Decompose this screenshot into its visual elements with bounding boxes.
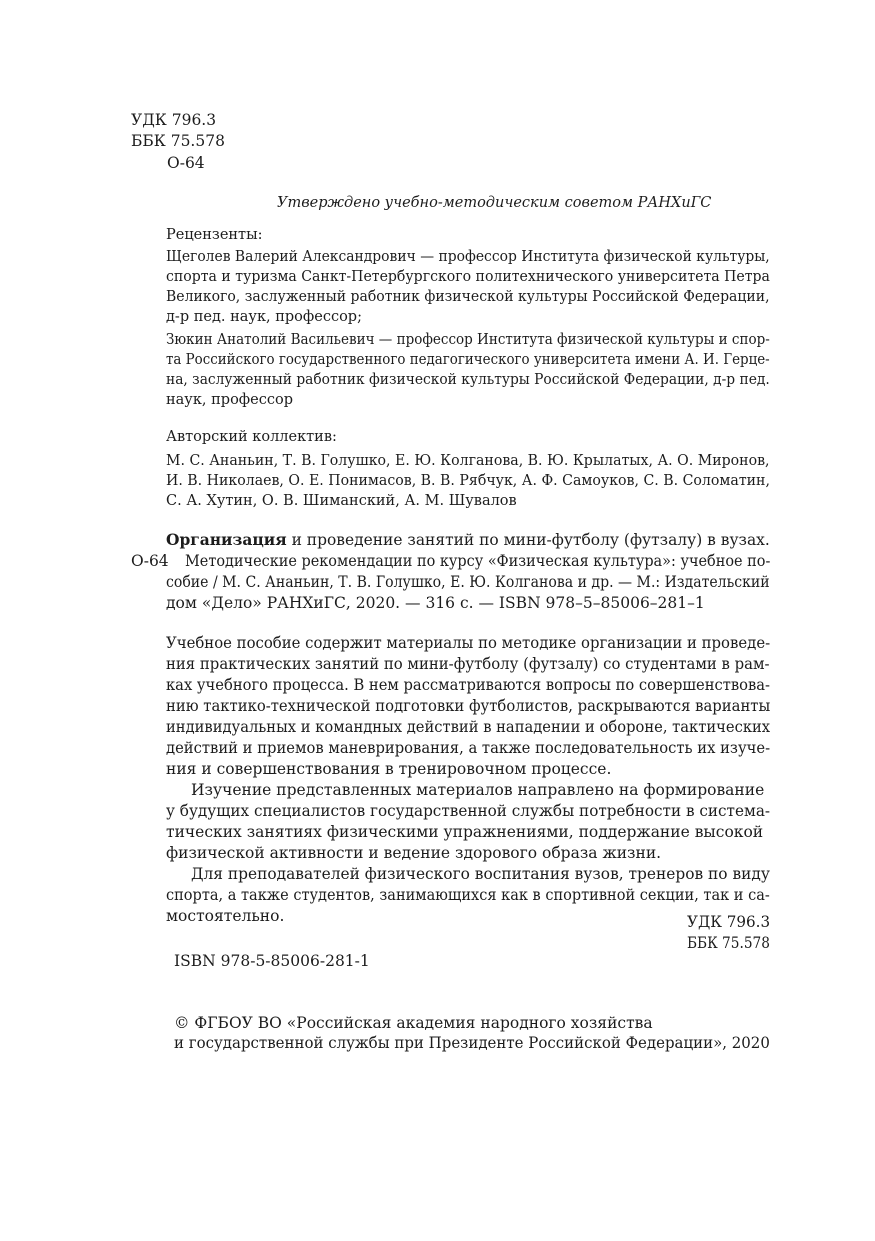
copyright-line: и государственной службы при Президенте Российской Федерации», 2020 bbox=[174, 1034, 770, 1052]
annotation-line: Изучение представленных материалов направлено на формирование bbox=[191, 781, 765, 799]
bib-title-bold: Организация bbox=[166, 530, 287, 549]
bib-title-line bbox=[166, 530, 770, 550]
annotation-line: мостоятельно. bbox=[166, 907, 285, 925]
annotation-line: ния практических занятий по мини-футболу (футзалу) со студентами в рам- bbox=[166, 655, 770, 673]
annotation-line: спорта, а также студентов, занимающихся как в спортивной секции, так и са- bbox=[166, 886, 770, 904]
annotation-line: физической активности и ведение здорового образа жизни. bbox=[166, 844, 662, 862]
reviewers-heading: Рецензенты: bbox=[166, 227, 263, 243]
authors-line: С. А. Хутин, О. В. Шиманский, А. М. Шувалов bbox=[166, 493, 517, 509]
copyright-line: © ФГБОУ ВО «Российская академия народного хозяйства bbox=[174, 1014, 653, 1032]
annotation-line: Для преподавателей физического воспитания вузов, тренеров по виду bbox=[191, 865, 770, 883]
annotation-line: индивидуальных и командных действий в нападении и обороне, тактических bbox=[166, 718, 771, 736]
bib-line: Методические рекомендации по курсу «Физическая культура»: учебное по- bbox=[185, 552, 771, 570]
annotation-line: тических занятиях физическими упражнениями, поддержание высокой bbox=[166, 823, 764, 841]
reviewer-line: на, заслуженный работник физической культуры Российской Федерации, д-р пед. bbox=[166, 372, 770, 388]
reviewer-line: наук, профессор bbox=[166, 392, 293, 408]
approval-note: Утверждено учебно-методическим советом РАНХиГС bbox=[277, 195, 712, 211]
authors-heading: Авторский коллектив: bbox=[166, 429, 337, 445]
bib-title-rest: и проведение занятий по мини-футболу (футзалу) в вузах. bbox=[286, 531, 770, 549]
annotation-line: у будущих специалистов государственной службы потребности в система- bbox=[166, 802, 771, 820]
annotation-line: нию тактико-технической подготовки футболистов, раскрываются варианты bbox=[166, 697, 771, 715]
authors-line: М. С. Ананьин, Т. В. Голушко, Е. Ю. Колганова, В. Ю. Крылатых, А. О. Миронов, bbox=[166, 453, 770, 469]
bib-line: собие / М. С. Ананьин, Т. В. Голушко, Е. Ю. Колганова и др. — М.: Издательский bbox=[166, 573, 770, 591]
annotation-line: Учебное пособие содержит материалы по методике организации и проведе- bbox=[166, 634, 771, 652]
authors-line: И. В. Николаев, О. Е. Понимасов, В. В. Рябчук, А. Ф. Самоуков, С. В. Соломатин, bbox=[166, 473, 770, 489]
bib-line: дом «Дело» РАНХиГС, 2020. — 316 с. — ISBN 978–5–85006–281–1 bbox=[166, 594, 705, 612]
reviewer-line: спорта и туризма Санкт-Петербургского политехнического университета Петра bbox=[166, 269, 770, 285]
reviewer-line: д-р пед. наук, профессор; bbox=[166, 309, 362, 325]
annotation-line: ния и совершенствования в тренировочном процессе. bbox=[166, 760, 612, 778]
bib-author-mark: О-64 bbox=[131, 552, 169, 570]
reviewer-line: Зюкин Анатолий Васильевич — профессор Института физической культуры и спор- bbox=[166, 332, 770, 348]
udk-code: УДК 796.3 bbox=[131, 111, 217, 129]
bbk-code: ББК 75.578 bbox=[131, 132, 225, 150]
footer-udk: УДК 796.3 bbox=[687, 913, 771, 931]
annotation-line: ках учебного процесса. В нем рассматриваются вопросы по совершенствова- bbox=[166, 676, 771, 694]
isbn: ISBN 978-5-85006-281-1 bbox=[174, 952, 370, 970]
reviewer-line: Щеголев Валерий Александрович — профессор Института физической культуры, bbox=[166, 249, 770, 265]
reviewer-line: та Российского государственного педагогического университета имени А. И. Герце- bbox=[166, 352, 770, 368]
footer-bbk: ББК 75.578 bbox=[687, 934, 770, 952]
author-mark: О-64 bbox=[167, 154, 205, 172]
reviewer-line: Великого, заслуженный работник физической культуры Российской Федерации, bbox=[166, 289, 770, 305]
annotation-line: действий и приемов маневрирования, а также последовательность их изуче- bbox=[166, 739, 771, 757]
